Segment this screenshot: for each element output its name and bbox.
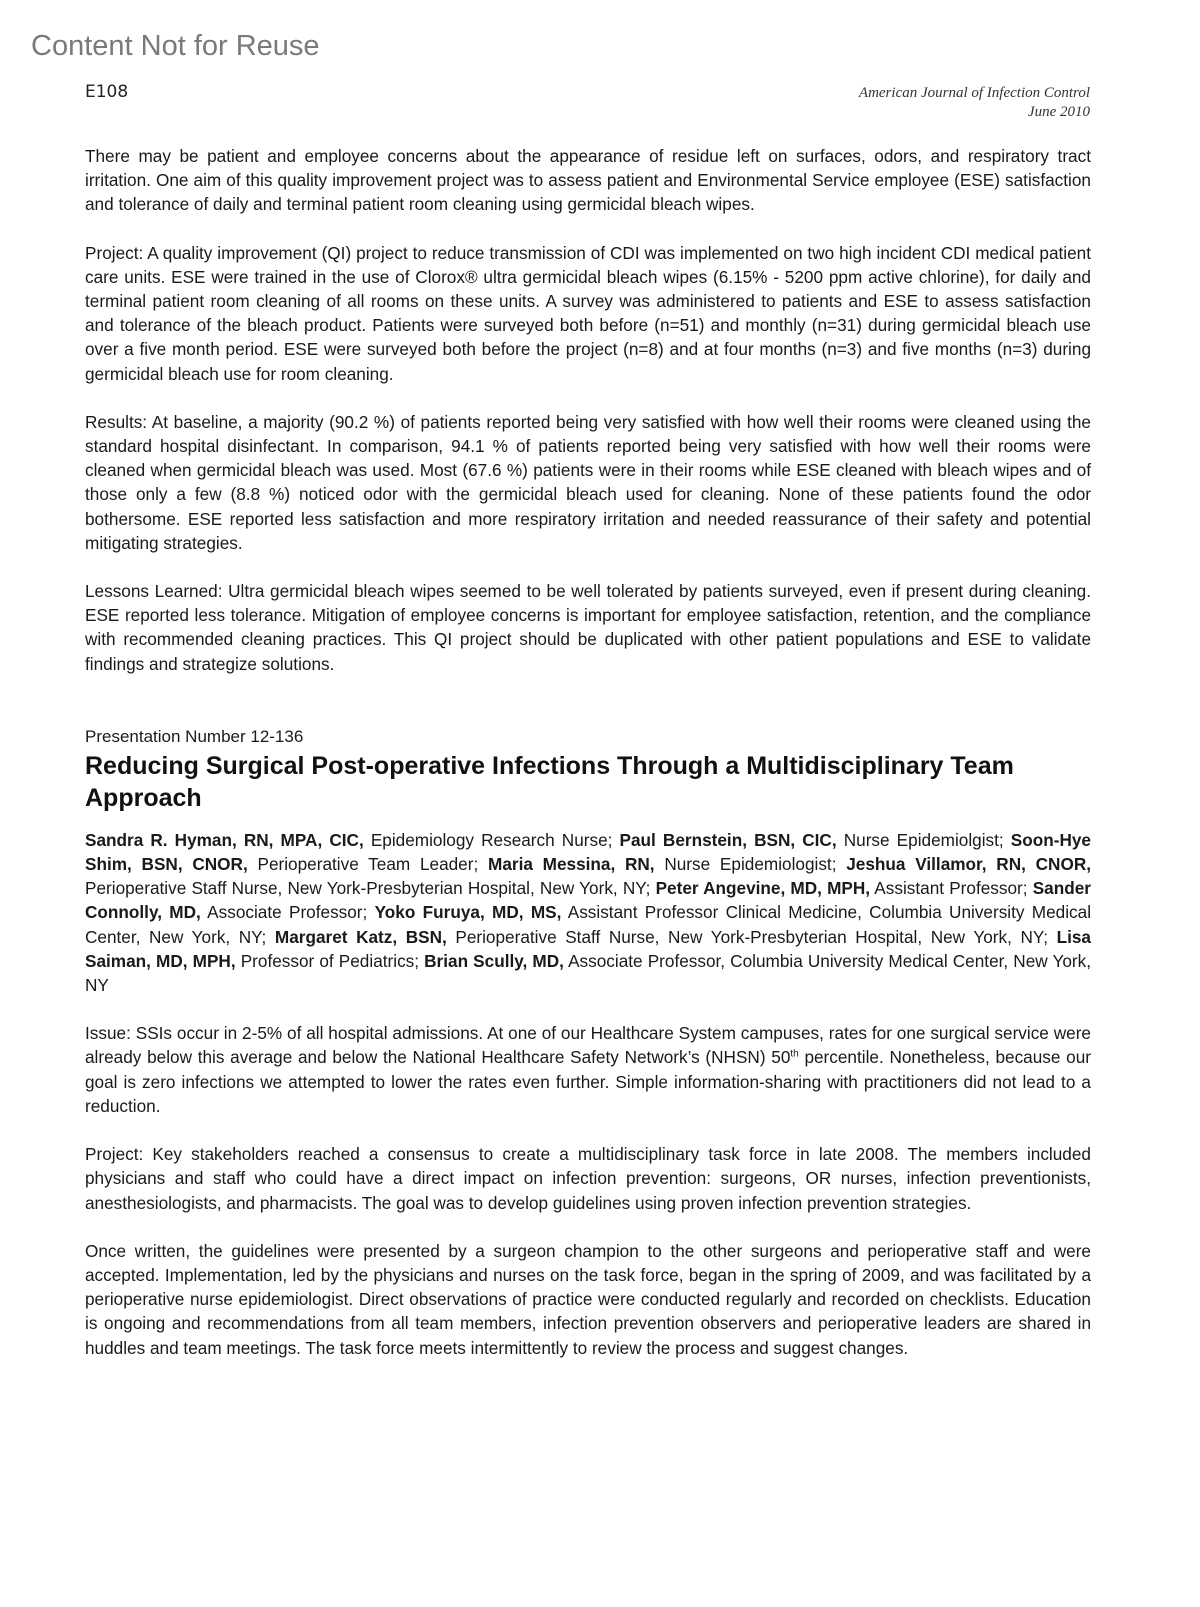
author-affiliation: Associate Professor; [200, 902, 375, 923]
issue-text: Issue: SSIs occur in 2-5% of all hospital admissions. At one of our Healthcare System campuses, rates for one surgical service were already below this average and below the National Healthcare Safety Network’s (NHSN) 50 [85, 1023, 1091, 1068]
author-affiliation: Associate Professor, Columbia University Medical Center, New York, NY [85, 950, 1091, 996]
running-head [859, 84, 1090, 122]
author-name: Lisa Saiman, MD, MPH, [85, 926, 1091, 971]
paragraph-project-2: Project: Key stakeholders reached a consensus to create a multidisciplinary task force in late 2008. The members included physicians and staff who could have a direct impact on infection prevention: surgeons, OR nurses, infection preventionists, anesthesiologists, and pharmacists. The goal was to develop guidelines using proven infection prevention strategies. [85, 1144, 1091, 1213]
author-name: Maria Messina, RN, [488, 854, 655, 875]
author-affiliation: Epidemiology Research Nurse; [363, 829, 620, 850]
author-affiliation: Nurse Epidemiologist; [654, 854, 847, 875]
journal-name: American Journal of Infection Control [858, 85, 1090, 101]
author-affiliation: Perioperative Staff Nurse, New York-Presbyterian Hospital, New York, NY; [446, 926, 1057, 947]
author-name: Peter Angevine, MD, MPH, [655, 878, 871, 899]
page-number: E108 [85, 82, 129, 102]
author-name: Sandra R. Hyman, RN, MPA, CIC, [85, 829, 364, 850]
presentation-number: Presentation Number 12-136 [85, 726, 304, 746]
watermark: Content Not for Reuse [31, 30, 320, 62]
issue-text-cont: percentile. Nonetheless, because our goal is zero infections we attempted to lower the rates even further. Simple information-sharing with practitioners did not lead to a reduction. [85, 1047, 1091, 1116]
author-list [85, 828, 1091, 997]
article-body [85, 144, 1091, 1360]
author-name: Margaret Katz, BSN, [274, 926, 447, 947]
author-affiliation: Perioperative Staff Nurse, New York-Presbyterian Hospital, New York, NY; [85, 878, 656, 899]
issue-superscript: th [790, 1048, 799, 1060]
abstract-title: Reducing Surgical Post-operative Infections Through a Multidisciplinary Team Approach [85, 751, 1014, 812]
author-name: Sander Connolly, MD, [85, 878, 1091, 923]
author-name: Brian Scully, MD, [424, 950, 564, 971]
author-name: Paul Bernstein, BSN, CIC, [619, 829, 837, 850]
paragraph-project: Project: A quality improvement (QI) project to reduce transmission of CDI was implemented on two high incident CDI medical patient care units. ESE were trained in the use of Clorox® ultra germicidal bleach wipes (6.15% - 5200 ppm active chlorine), for daily and terminal patient room cleaning of all rooms on these units. A survey was administered to patients and ESE to assess satisfaction and tolerance of the bleach product. Patients were surveyed both before (n=51) and monthly (n=31) during germicidal bleach use over a five month period. ESE were surveyed both before the project (n=8) and at four months (n=3) and five months (n=3) during germicidal bleach use for room cleaning. [85, 242, 1091, 384]
issue-date: June 2010 [1027, 104, 1090, 120]
author-name: Soon-Hye Shim, BSN, CNOR, [85, 829, 1091, 875]
author-affiliation: Perioperative Team Leader; [247, 854, 488, 875]
paragraph-lessons: Lessons Learned: Ultra germicidal bleach wipes seemed to be well tolerated by patients surveyed, even if present during cleaning. ESE reported less tolerance. Mitigation of employee concerns is important for employee satisfaction, retention, and the compliance with recommended cleaning practices. This QI project should be duplicated with other patient populations and ESE to validate findings and strategize solutions. [85, 581, 1091, 674]
author-name: Yoko Furuya, MD, MS, [374, 902, 562, 923]
paragraph-implementation: Once written, the guidelines were presented by a surgeon champion to the other surgeons and perioperative staff and were accepted. Implementation, led by the physicians and nurses on the task force, began in the spring of 2009, and was facilitated by a perioperative nurse epidemiologist. Direct observations of practice were conducted regularly and recorded on checklists. Education is ongoing and recommendations from all team members, infection prevention observers and perioperative leaders are shared in huddles and team meetings. The task force meets intermittently to review the process and suggest changes. [85, 1240, 1091, 1358]
paragraph-concerns: There may be patient and employee concerns about the appearance of residue left on surfaces, odors, and respiratory tract irritation. One aim of this quality improvement project was to assess patient and Environmental Service employee (ESE) satisfaction and tolerance of daily and terminal patient room cleaning using germicidal bleach wipes. [85, 146, 1091, 215]
paragraph-results: Results: At baseline, a majority (90.2 %) of patients reported being very satisfied with how well their rooms were cleaned using the standard hospital disinfectant. In comparison, 94.1 % of patients reported being very satisfied with how well their rooms were cleaned when germicidal bleach was used. Most (67.6 %) patients were in their rooms while ESE cleaned with bleach wipes and of those only a few (8.8 %) noticed odor with the germicidal bleach used for cleaning. None of these patients found the odor bothersome. ESE reported less satisfaction and more respiratory irritation and needed reassurance of their safety and potential mitigating strategies. [85, 411, 1091, 553]
author-name: Jeshua Villamor, RN, CNOR, [846, 854, 1092, 875]
author-affiliation: Nurse Epidemiolgist; [836, 829, 1011, 850]
author-affiliation: Assistant Professor Clinical Medicine, Columbia University Medical Center, New York, NY; [85, 902, 1092, 947]
author-affiliation: Assistant Professor; [870, 878, 1033, 899]
paragraph-issue [85, 1021, 1091, 1118]
author-affiliation: Professor of Pediatrics; [235, 950, 425, 971]
